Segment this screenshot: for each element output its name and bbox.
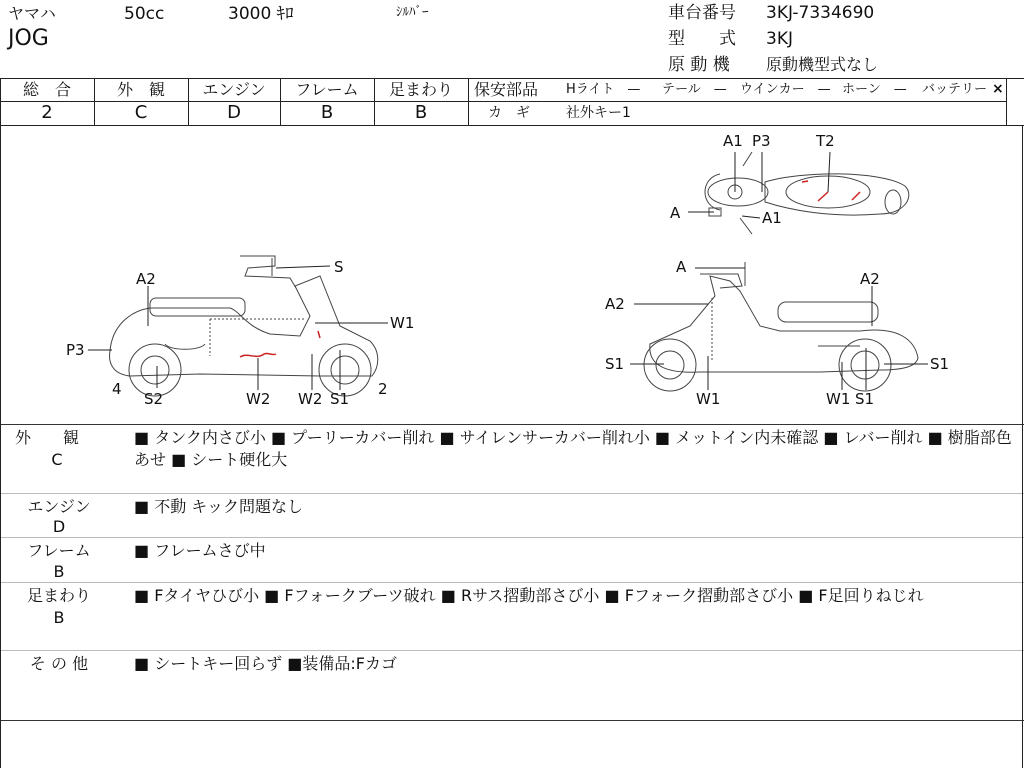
color: ｼﾙﾊﾞｰ — [396, 5, 429, 20]
section-frame-text: ■ フレームさび中 — [134, 541, 266, 560]
left-label-4: 4 — [112, 380, 122, 398]
left-label-w2b: W2 — [298, 390, 323, 408]
safety-winker: ウインカー — — [740, 82, 831, 97]
grade-suspension-label: 足まわり — [388, 80, 453, 99]
safety-battery: バッテリー — [922, 82, 988, 97]
section-divider-1 — [0, 493, 1024, 494]
section-suspension-text: ■ Fタイヤひび小 ■ Fフォークブーツ破れ ■ Rサス摺動部さび小 ■ Fフォーク摺動部さび小 ■ F足回りねじれ — [134, 586, 924, 605]
page-right-border — [1022, 126, 1023, 768]
left-label-p3: P3 — [66, 341, 85, 359]
chassis-label: 車台番号 — [668, 3, 736, 23]
type-label: 型 式 — [668, 29, 736, 49]
left-label-w2a: W2 — [246, 390, 271, 408]
right-label-s1b: S1 — [930, 355, 950, 373]
right-label-a: A — [676, 258, 687, 276]
section-engine-text: ■ 不動 キック問題なし — [134, 497, 303, 516]
diagram-labels — [66, 132, 949, 408]
section-frame-label: フレーム — [27, 541, 91, 560]
right-label-s1c: S1 — [855, 390, 875, 408]
section-suspension-grade: B — [53, 608, 65, 627]
grade-exterior-value: C — [134, 102, 148, 123]
leader-lines — [88, 152, 928, 390]
model-name: JOG — [8, 26, 49, 51]
right-label-a2a: A2 — [605, 295, 625, 313]
left-label-w1: W1 — [390, 314, 415, 332]
grade-engine-value: D — [227, 102, 241, 123]
safety-label: 保安部品 — [474, 80, 539, 99]
section-exterior-label: 外 観 — [14, 428, 79, 447]
grade-engine-label: エンジン — [202, 80, 266, 99]
section-divider-3 — [0, 582, 1024, 583]
safety-horn: ホーン — — [842, 82, 907, 97]
top-label-t2: T2 — [816, 132, 835, 150]
right-label-a2b: A2 — [860, 270, 880, 288]
top-label-p3: P3 — [752, 132, 771, 150]
section-exterior-text: ■ タンク内さび小 ■ プーリーカバー削れ ■ サイレンサーカバー削れ小 ■ メットイン内未確認 ■ レバー削れ ■ 樹脂部色あせ ■ シート硬化大 — [134, 428, 1012, 469]
top-label-a1: A1 — [723, 132, 743, 150]
section-engine-label: エンジン — [27, 497, 91, 516]
chassis-value: 3KJ-7334690 — [766, 3, 875, 23]
section-divider-2 — [0, 537, 1024, 538]
engine-type-value: 原動機型式なし — [766, 55, 879, 74]
grade-suspension-value: B — [414, 102, 428, 123]
sections-top — [0, 424, 1024, 425]
section-exterior-grade: C — [51, 450, 63, 469]
left-label-s2: S2 — [144, 390, 164, 408]
top-label-a1b: A1 — [762, 209, 782, 227]
left-label-s: S — [334, 258, 344, 276]
grade-overall-label: 総 合 — [22, 80, 71, 99]
displacement: 50cc — [124, 4, 165, 24]
safety-tail: テール — — [662, 82, 727, 97]
grade-frame-label: フレーム — [295, 80, 359, 99]
key-value: 社外キー1 — [566, 105, 631, 121]
left-label-a2: A2 — [136, 270, 156, 288]
scooter-top-view — [705, 152, 909, 234]
damage-diagram — [0, 126, 1024, 424]
right-label-w1b: W1 — [826, 390, 851, 408]
battery-missing-mark: × — [992, 81, 1004, 97]
grade-col-div-5 — [468, 78, 469, 125]
grade-frame-value: B — [320, 102, 334, 123]
page-left-border — [0, 78, 1, 768]
section-other-text: ■ シートキー回らず ■装備品:Fカゴ — [134, 654, 398, 673]
grade-exterior-label: 外 観 — [116, 80, 165, 99]
key-label: カ ギ — [488, 105, 530, 121]
sections-bottom — [0, 720, 1024, 721]
section-other-label: そ の 他 — [29, 654, 89, 673]
left-label-2: 2 — [378, 380, 388, 398]
section-suspension-label: 足まわり — [26, 586, 91, 605]
grade-overall-value: 2 — [41, 102, 53, 123]
type-value: 3KJ — [766, 29, 793, 49]
right-label-s1a: S1 — [605, 355, 625, 373]
section-engine-grade: D — [52, 517, 66, 536]
top-label-a: A — [670, 204, 681, 222]
section-divider-4 — [0, 650, 1024, 651]
engine-type-label: 原 動 機 — [668, 55, 730, 75]
safety-right-border — [1006, 78, 1007, 125]
grade-table-top — [0, 78, 1024, 79]
section-frame-grade: B — [53, 562, 65, 581]
mileage: 3000 ｷﾛ — [228, 4, 294, 24]
right-label-w1a: W1 — [696, 390, 721, 408]
safety-headlight: Hライト — — [566, 82, 641, 97]
safety-row-divider — [468, 101, 1006, 102]
damage-marks — [240, 181, 860, 357]
left-label-s1: S1 — [330, 390, 350, 408]
maker: ヤマハ — [8, 4, 56, 23]
